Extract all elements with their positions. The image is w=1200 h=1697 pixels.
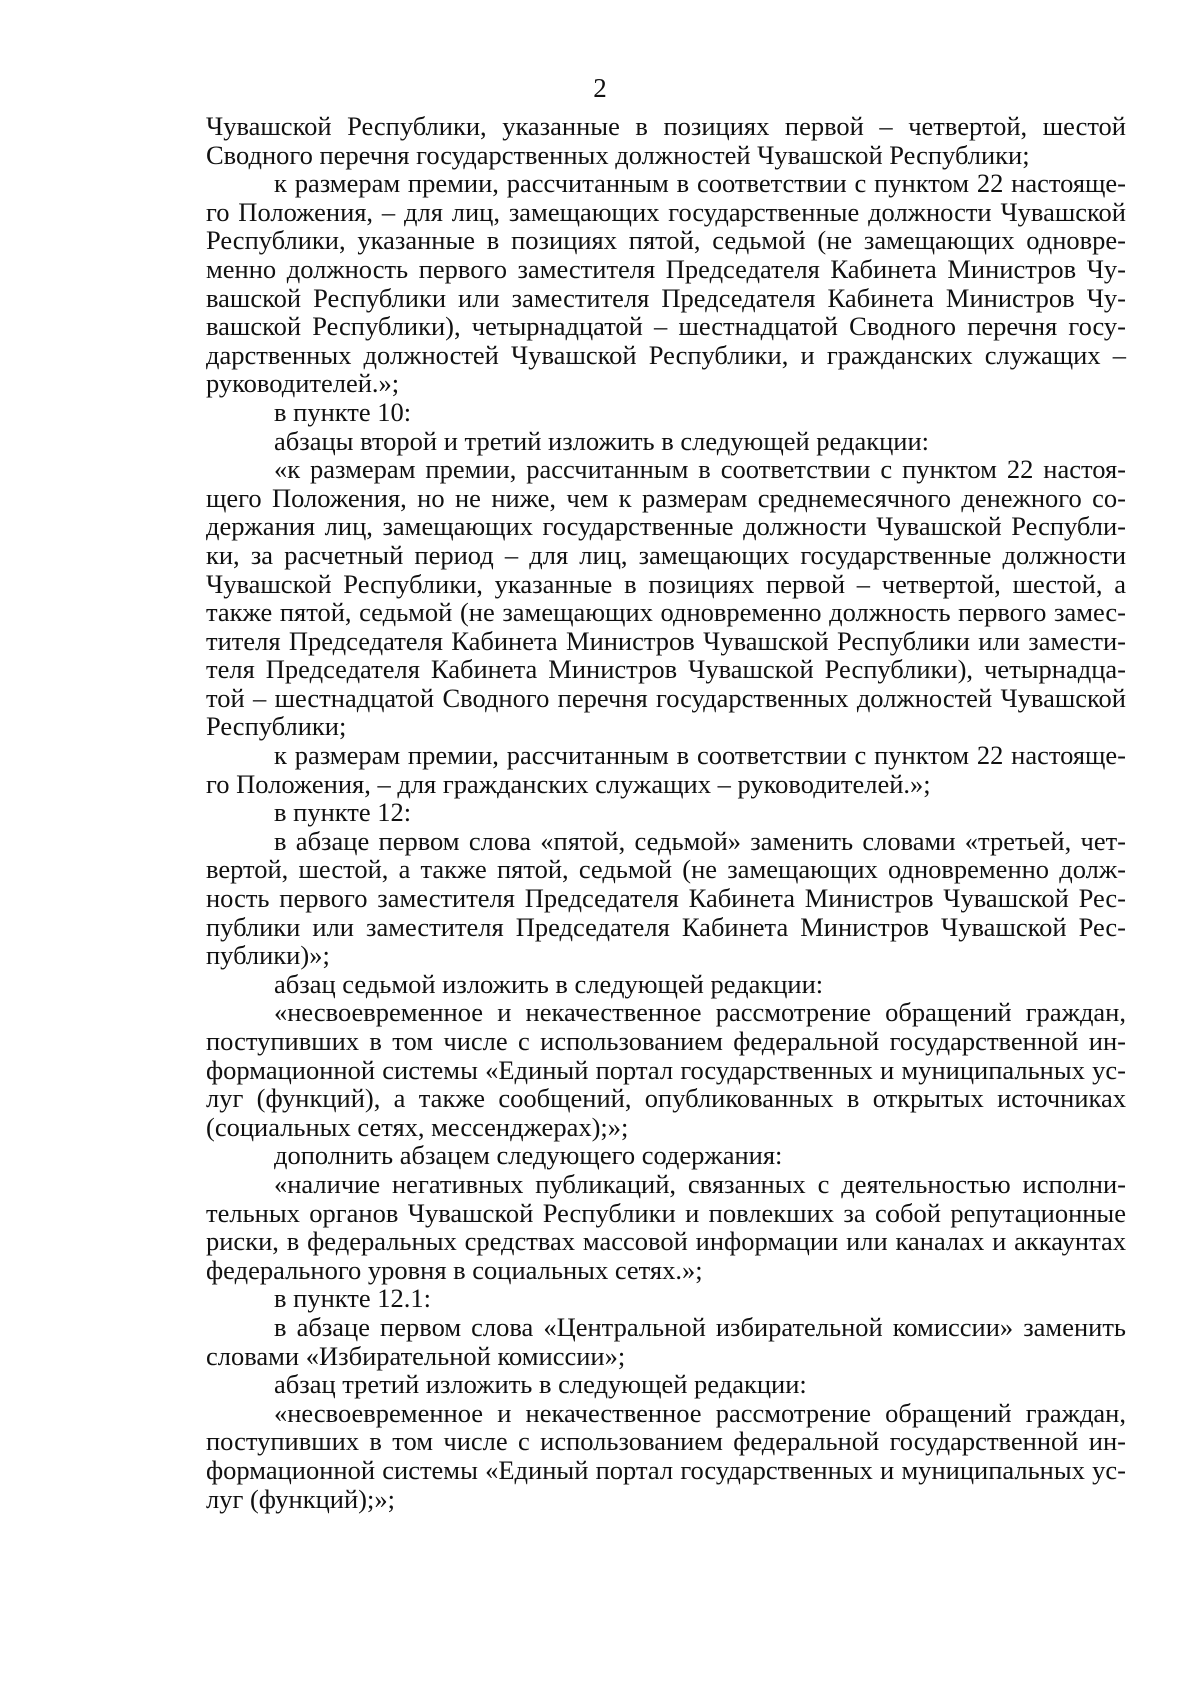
document-body [206, 112, 1126, 1513]
paragraph: к размерам премии, рассчитанным в соответствии с пунктом 22 настоящего Положения, – для лиц, замещающих государственные должности Чувашской Республики, указанные в позициях пятой, седьмой (не замещающих одновременно должность первого заместителя Председателя Кабинета Министров Чувашской Республики или заместителя Председателя Кабинета Министров Чувашской Республики), четырнадцатой – шестнадцатой Сводного перечня государственных должностей Чувашской Республики, и гражданских служащих – руководителей.»; [206, 168, 1126, 399]
paragraph: «к размерам премии, рассчитанным в соответствии с пунктом 22 настоящего Положения, но не ниже, чем к размерам среднемесячного денежного содержания лиц, замещающих государственные должности Чувашской Республики, за расчетный период – для лиц, замещающих государственные должности Чувашской Республики, указанные в позициях первой – четвертой, шестой, а также пятой, седьмой (не замещающих одновременно должность первого заместителя Председателя Кабинета Министров Чувашской Республики или заместителя Председателя Кабинета Министров Чувашской Республики), четырнадцатой – шестнадцатой Сводного перечня государственных должностей Чувашской Республики; [206, 454, 1126, 742]
paragraph: «наличие негативных публикаций, связанных с деятельностью исполнительных органов Чувашской Республики и повлекших за собой репутационные риски, в федеральных средствах массовой информации или каналах и аккаунтах федерального уровня в социальных сетях.»; [206, 1168, 1126, 1285]
paragraph: в пункте 12.1: [274, 1283, 431, 1314]
paragraph: в абзаце первом слова «пятой, седьмой» заменить словами «третьей, четвертой, шестой, а также пятой, седьмой (не замещающих одновременно должность первого заместителя Председателя Кабинета Министров Чувашской Республики или заместителя Председателя Кабинета Министров Чувашской Республики)»; [206, 825, 1126, 971]
paragraph: в пункте 12: [274, 797, 412, 828]
paragraph: дополнить абзацем следующего содержания: [274, 1140, 783, 1171]
paragraph: к размерам премии, рассчитанным в соответствии с пунктом 22 настоящего Положения, – для гражданских служащих – руководителей.»; [206, 740, 1126, 799]
paragraph: в абзаце первом слова «Центральной избирательной комиссии» заменить словами «Избирательной комиссии»; [206, 1311, 1126, 1371]
paragraph: «несвоевременное и некачественное рассмотрение обращений граждан, поступивших в том числе с использованием федеральной государственной информационной системы «Единый портал государственных и муниципальных услуг (функций), а также сообщений, опубликованных в открытых источниках (социальных сетях, мессенджерах);»; [206, 997, 1126, 1142]
paragraph: в пункте 10: [274, 396, 412, 427]
paragraph: абзац седьмой изложить в следующей редакции: [274, 968, 824, 999]
paragraph: «несвоевременное и некачественное рассмотрение обращений граждан, поступивших в том числе с использованием федеральной государственной информационной системы «Единый портал государственных и муниципальных услуг (функций);»; [206, 1397, 1126, 1514]
paragraph: Чувашской Республики, указанные в позициях первой – четвертой, шестой Сводного перечня государственных должностей Чувашской Республики; [206, 111, 1126, 170]
paragraph: абзацы второй и третий изложить в следующей редакции: [274, 425, 929, 456]
paragraph: абзац третий изложить в следующей редакции: [274, 1369, 807, 1400]
page-number: 2 [593, 73, 607, 103]
